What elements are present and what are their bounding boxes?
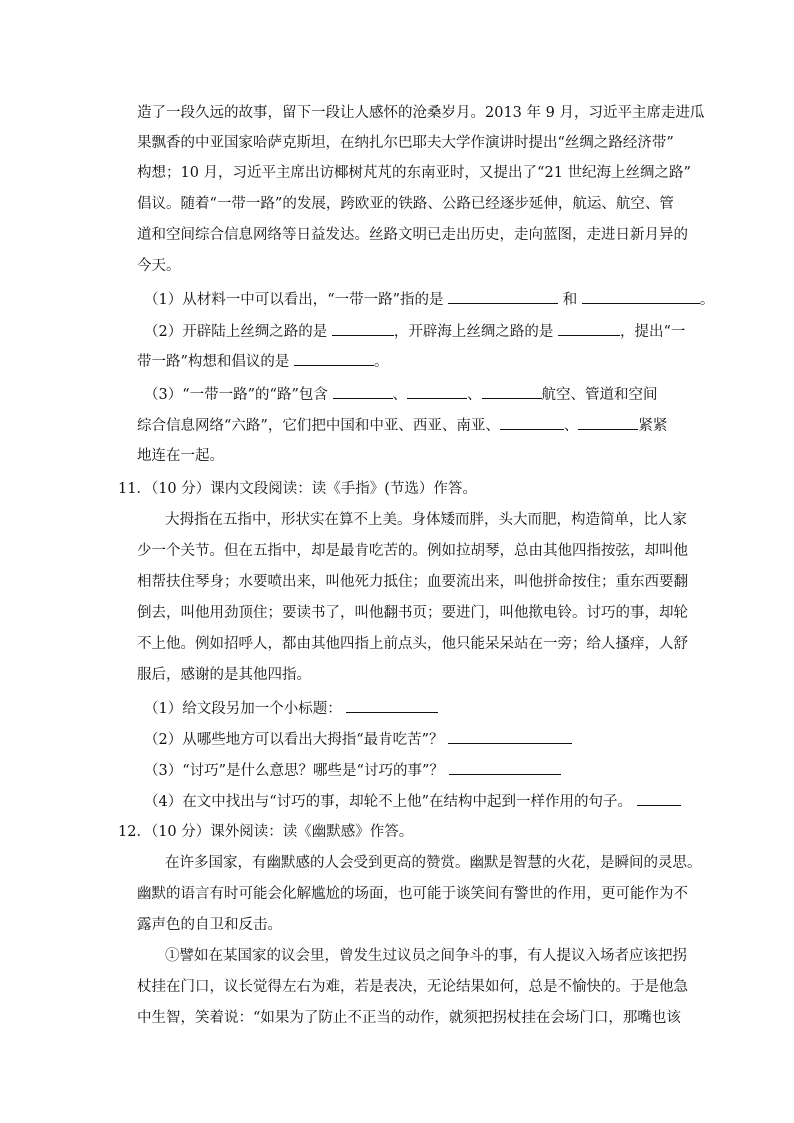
- answer-blank[interactable]: [448, 729, 572, 744]
- passage-line: ①譬如在某国家的议会里，曾发生过议员之间争斗的事，有人提议入场者应该把拐: [165, 948, 687, 964]
- material-line: 倡议。随着“一带一路”的发展，跨欧亚的铁路、公路已经逐步延伸，航运、航空、管: [137, 196, 674, 212]
- question-text: （3）“讨巧”是什么意思？哪些是“讨巧的事”？: [144, 763, 444, 779]
- material-line: 构想；10 月，习近平主席出访椰树芃芃的东南亚时，又提出了“21 世纪海上丝绸之路”: [137, 165, 691, 181]
- separator: 、: [392, 387, 407, 403]
- separator: 、: [563, 418, 579, 434]
- passage-line: 幽默的语言有时可能会化解尴尬的场面，也可能于谈笑间有警世的作用，更可能作为不: [137, 886, 688, 902]
- answer-blank[interactable]: [407, 384, 467, 399]
- answer-blank[interactable]: [637, 791, 681, 806]
- question-text: （2）从哪些地方可以看出大拇指“最肯吃苦”？: [144, 732, 444, 748]
- passage-line: 露声色的自卫和反击。: [137, 917, 282, 933]
- answer-blank[interactable]: [578, 415, 638, 430]
- passage-line: 服后，感谢的是其他四指。: [137, 667, 311, 683]
- q10-sub2-cont: [137, 351, 389, 372]
- question-text: （4）在文中找出与“讨巧的事，却轮不上他”在结构中起到一样作用的句子。: [144, 794, 633, 810]
- answer-blank[interactable]: [448, 289, 558, 304]
- q10-sub3-cont: [137, 415, 667, 436]
- answer-blank[interactable]: [346, 698, 438, 713]
- passage-line: 大拇指在五指中，形状实在算不上美。身体矮而胖，头大而肥，构造简单，比人家: [165, 512, 687, 528]
- passage-line: 不上他。例如招呼人，都由其他四指上前点头，他只能呆呆站在一旁；给人搔痒，人舒: [137, 636, 688, 652]
- q11-question-3: [144, 760, 561, 781]
- q10-sub3: [144, 384, 658, 405]
- q10-sub1: [144, 289, 714, 310]
- q10-sub3-text: （3）“一带一路”的“路”包含: [144, 387, 328, 403]
- answer-blank[interactable]: [294, 351, 374, 366]
- q11-question-4: [144, 791, 681, 812]
- passage-line: 中生智，笑着说：“如果为了防止不正当的动作，就须把拐杖挂在会场门口，那嘴也该: [137, 1010, 681, 1026]
- answer-blank[interactable]: [500, 415, 564, 430]
- q10-sub2: [144, 321, 685, 342]
- passage-line: 在许多国家，有幽默感的人会受到更高的赞赏。幽默是智慧的火花，是瞬间的灵思。: [165, 855, 702, 871]
- answer-blank[interactable]: [482, 384, 542, 399]
- q10-sub3-tail2: 紧紧: [638, 418, 668, 434]
- passage-line: 倒去，叫他用劲顶住；要读书了，叫他翻书页；要进门，叫他揿电铃。讨巧的事，却轮: [137, 605, 688, 621]
- q10-sub2-text2: 带一路”构想和倡议的是: [137, 354, 290, 370]
- q10-sub2-text: （2）开辟陆上丝绸之路的是: [144, 324, 328, 340]
- q10-sub2-mid: ，开辟海上丝绸之路的是: [393, 324, 554, 340]
- separator: 、: [467, 387, 482, 403]
- passage-line: 杖挂在门口，议长觉得左右为难，若是表决，无论结果如何，总是不愉快的。于是他急: [137, 979, 688, 995]
- passage-line: 相帮扶住琴身；水要喷出来，叫他死力抵住；血要流出来，叫他拼命按住；重东西要翻: [137, 574, 688, 590]
- q10-sub1-end: 。: [699, 292, 715, 308]
- q10-sub2-end: 。: [374, 354, 389, 370]
- answer-blank[interactable]: [582, 289, 700, 304]
- q11-question-2: [144, 729, 572, 750]
- material-line: 造了一段久远的故事，留下一段让人感怀的沧桑岁月。2013 年 9 月，习近平主席走进瓜: [137, 105, 705, 121]
- answer-blank[interactable]: [558, 321, 620, 336]
- q10-sub1-text: （1）从材料一中可以看出，“一带一路”指的是: [144, 292, 444, 308]
- q11-heading: 11．（10 分）课内文段阅读：读《手指》(节选）作答。: [118, 481, 477, 497]
- answer-blank[interactable]: [332, 321, 394, 336]
- q10-sub2-tail: ，提出“一: [619, 324, 686, 340]
- answer-blank[interactable]: [449, 760, 561, 775]
- q10-sub3-end: 地连在一起。: [137, 448, 224, 464]
- material-line: 道和空间综合信息网络等日益发达。丝路文明已走出历史，走向蓝图，走进日新月异的: [137, 227, 688, 243]
- q10-sub3-tail: 航空、管道和空间: [541, 387, 658, 403]
- q11-question-1: [144, 698, 438, 719]
- q12-heading: 12．（10 分）课外阅读：读《幽默感》作答。: [118, 824, 414, 840]
- material-line: 今天。: [137, 258, 181, 274]
- question-text: （1）给文段另加一个小标题：: [144, 701, 342, 717]
- material-line: 果飘香的中亚国家哈萨克斯坦，在纳扎尔巴耶夫大学作演讲时提出“丝绸之路经济带”: [137, 135, 674, 151]
- answer-blank[interactable]: [333, 384, 393, 399]
- q10-sub3-text2: 综合信息网络“六路”，它们把中国和中亚、西亚、南亚、: [137, 418, 500, 434]
- q10-sub1-and: 和: [562, 292, 578, 308]
- passage-line: 少一个关节。但在五指中，却是最肯吃苦的。例如拉胡琴，总由其他四指按弦，却叫他: [137, 543, 688, 559]
